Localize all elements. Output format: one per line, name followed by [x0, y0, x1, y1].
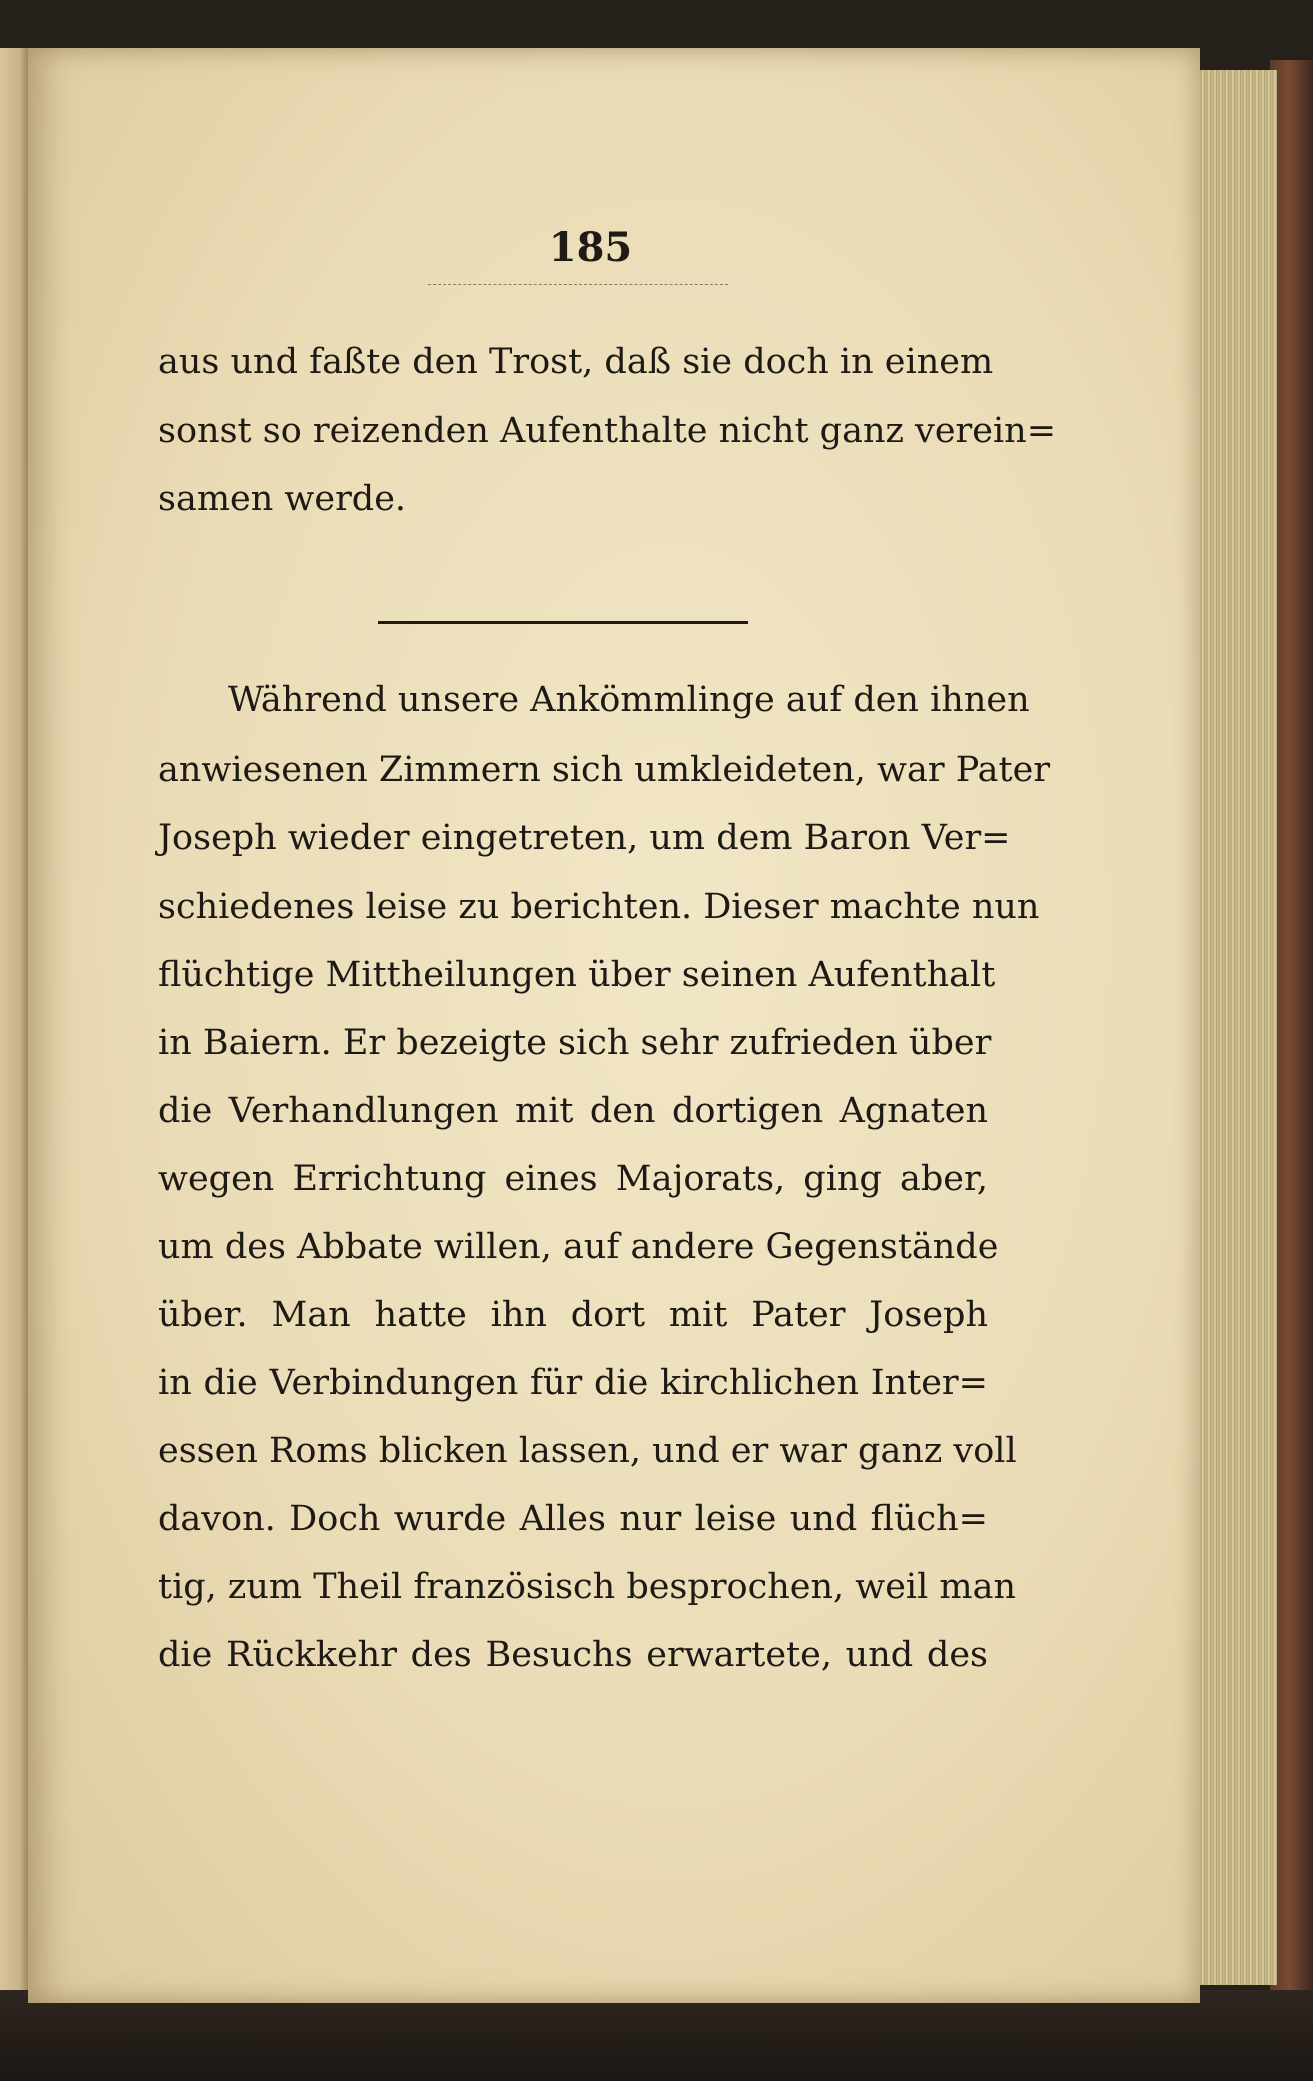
- text-line-10: die Verhandlungen mit den dortigen Agnaten: [158, 1091, 988, 1131]
- book-cover-bottom: [0, 1990, 1313, 2081]
- text-line-7: schiedenes leise zu berichten. Dieser machte nun: [158, 887, 1040, 927]
- text-line-6: Joseph wieder eingetreten, um dem Baron Ver=: [158, 818, 1011, 858]
- text-line-12: um des Abbate willen, auf andere Gegenstände: [158, 1227, 999, 1267]
- text-line-15: essen Roms blicken lassen, und er war ganz voll: [158, 1431, 1017, 1471]
- text-line-4: Während unsere Ankömmlinge auf den ihnen: [228, 680, 1030, 720]
- text-line-2: sonst so reizenden Aufenthalte nicht ganz verein=: [158, 411, 1057, 451]
- text-line-18: die Rückkehr des Besuchs erwartete, und des: [158, 1635, 988, 1675]
- book-page: [28, 48, 1200, 2003]
- text-line-14: in die Verbindungen für die kirchlichen Inter=: [158, 1363, 988, 1403]
- section-divider: [378, 621, 748, 624]
- text-line-3: samen werde.: [158, 479, 407, 519]
- text-line-17: tig, zum Theil französisch besprochen, weil man: [158, 1567, 1017, 1607]
- header-rule: [428, 284, 728, 285]
- left-page-edge: [0, 48, 28, 2003]
- text-line-11: wegen Errichtung eines Majorats, ging aber,: [158, 1159, 988, 1199]
- page-number: 185: [548, 224, 633, 271]
- text-line-8: flüchtige Mittheilungen über seinen Aufenthalt: [158, 955, 996, 995]
- text-line-5: anwiesenen Zimmern sich umkleideten, war Pater: [158, 750, 1051, 790]
- text-line-16: davon. Doch wurde Alles nur leise und flüch=: [158, 1499, 988, 1539]
- text-line-13: über. Man hatte ihn dort mit Pater Joseph: [158, 1295, 988, 1335]
- text-line-9: in Baiern. Er bezeigte sich sehr zufrieden über: [158, 1023, 992, 1063]
- page-edge-stack: [1196, 70, 1277, 1985]
- text-line-1: aus und faßte den Trost, daß sie doch in einem: [158, 342, 994, 382]
